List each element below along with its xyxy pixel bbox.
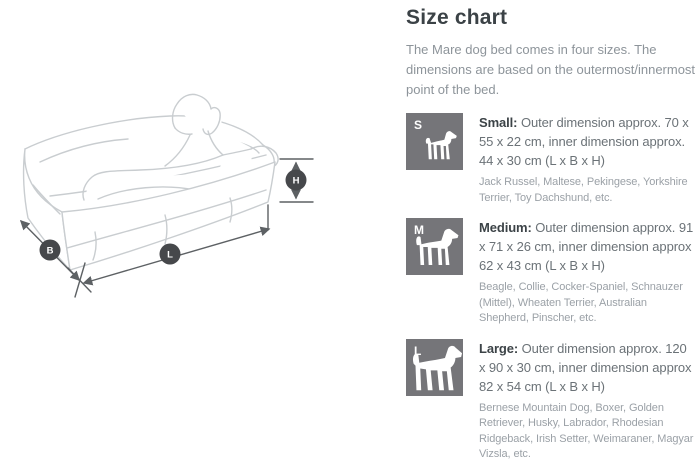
size-breeds-large: Bernese Mountain Dog, Boxer, Golden Retriever, Husky, Labrador, Rhodesian Ridgeback, Irish Setter, Weimaraner, Magyar Vizsla, etc.	[479, 401, 694, 460]
size-description-large	[479, 339, 696, 396]
size-row-large	[406, 339, 696, 463]
size-name-small: Small:	[479, 115, 518, 130]
size-letter-large: L	[414, 343, 422, 358]
page-title: Size chart	[406, 6, 508, 29]
size-description-medium	[479, 218, 696, 275]
size-dimensions-large: Outer dimension approx. 120 x 90 x 30 cm, inner dimension approx 82 x 54 cm (L x B x H)	[479, 340, 692, 394]
height-label: H	[292, 175, 300, 187]
large-size-tile	[406, 339, 463, 396]
size-letter-medium: M	[414, 223, 424, 237]
size-chart-panel	[406, 6, 696, 463]
size-name-medium: Medium:	[479, 220, 532, 235]
size-row-medium	[406, 218, 696, 327]
size-letter-small: S	[414, 118, 423, 132]
size-dimensions-small: Outer dimension approx. 70 x 55 x 22 cm, inner dimension approx. 44 x 30 cm (L x B x H)	[479, 115, 689, 168]
breadth-label: B	[46, 245, 54, 257]
size-row-small	[406, 113, 696, 206]
size-breeds-small: Jack Russel, Maltese, Pekingese, Yorkshire Terrier, Toy Dachshund, etc.	[479, 176, 688, 204]
size-name-large: Large:	[479, 340, 519, 356]
bed-front	[24, 149, 275, 270]
small-size-tile	[406, 113, 463, 170]
length-label: L	[167, 249, 173, 261]
size-description-small	[479, 113, 696, 170]
medium-size-tile	[406, 218, 463, 275]
size-dimensions-medium: Outer dimension approx. 91 x 71 x 26 cm, inner dimension approx 62 x 43 cm (L x B x H)	[479, 220, 694, 273]
intro-text: The Mare dog bed comes in four sizes. The dimensions are based on the outermost/innermost point of the bed.	[406, 42, 696, 97]
size-breeds-medium: Beagle, Collie, Cocker-Spaniel, Schnauzer (Mittel), Wheaten Terrier, Australian Shepherd, Pinscher, etc.	[479, 281, 683, 324]
